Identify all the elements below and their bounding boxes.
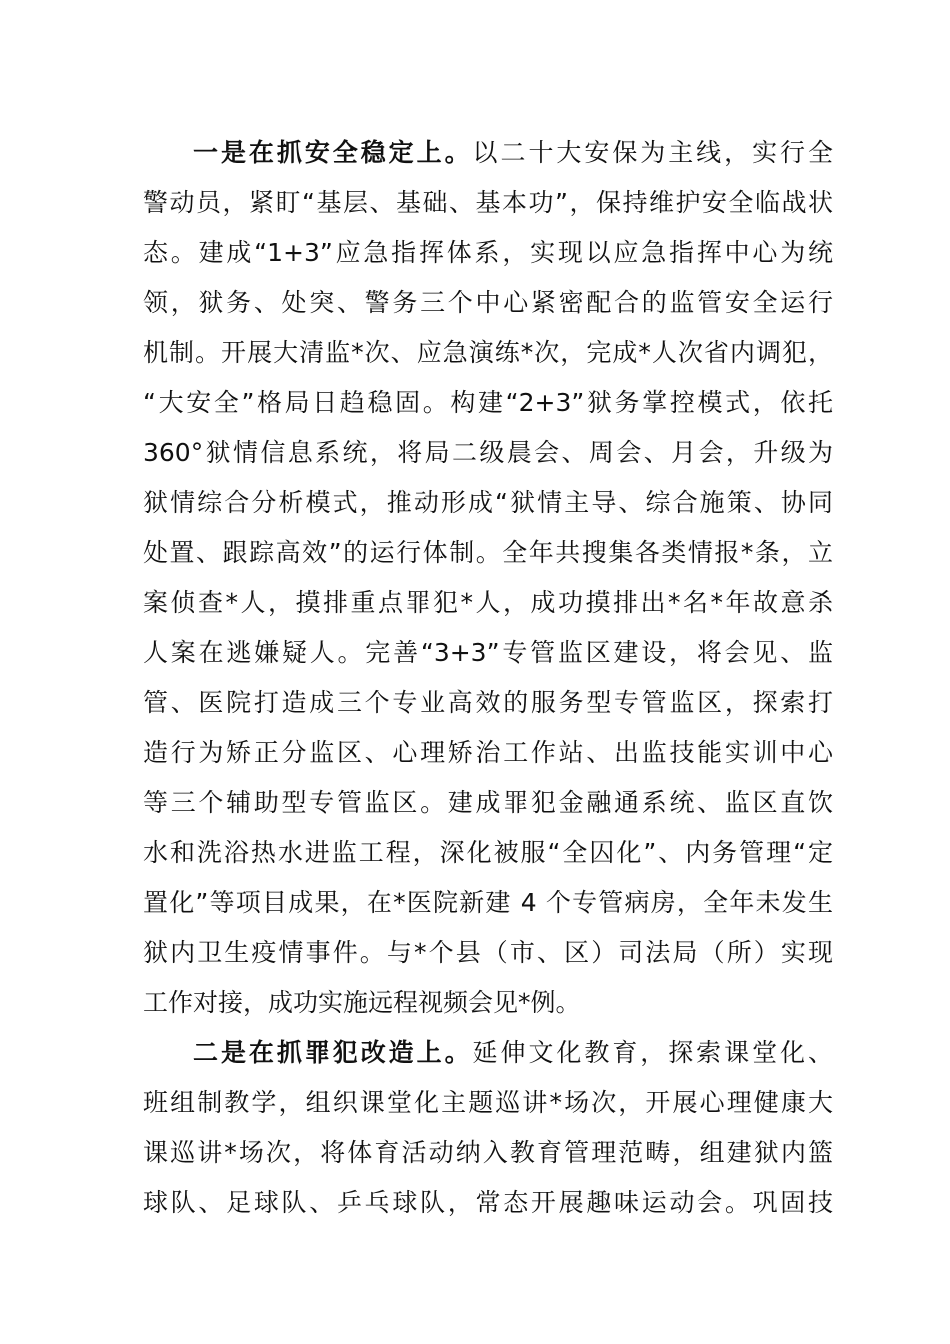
text-line: 态。建成“1+3”应急指挥体系，实现以应急指挥中心为统 bbox=[143, 238, 833, 267]
paragraph-lead: 一是在抓安全稳定上。 bbox=[193, 138, 473, 167]
text-line: 狱内卫生疫情事件。与*个县（市、区）司法局（所）实现 bbox=[143, 938, 833, 967]
paragraph-lead: 二是在抓罪犯改造上。 bbox=[193, 1038, 473, 1067]
text-line: 管、医院打造成三个专业高效的服务型专管监区，探索打 bbox=[143, 688, 833, 717]
document-body bbox=[143, 128, 833, 1228]
text-line: 处置、跟踪高效”的运行体制。全年共搜集各类情报*条，立 bbox=[143, 538, 833, 567]
text-line: 人案在逃嫌疑人。完善“3+3”专管监区建设，将会见、监 bbox=[143, 638, 833, 667]
text-line: 狱情综合分析模式，推动形成“狱情主导、综合施策、协同 bbox=[143, 488, 833, 517]
text-line: 球队、足球队、乒乓球队，常态开展趣味运动会。巩固技 bbox=[143, 1188, 833, 1217]
text-line: 等三个辅助型专管监区。建成罪犯金融通系统、监区直饮 bbox=[143, 788, 833, 817]
text-line: 工作对接，成功实施远程视频会见*例。 bbox=[143, 988, 581, 1017]
text-line: 警动员，紧盯“基层、基础、基本功”，保持维护安全临战状 bbox=[143, 188, 833, 217]
text-line: 案侦查*人，摸排重点罪犯*人，成功摸排出*名*年故意杀 bbox=[143, 588, 833, 617]
text-line: 二是在抓罪犯改造上。延伸文化教育，探索课堂化、 bbox=[193, 1038, 833, 1067]
paragraph-reform bbox=[143, 1028, 833, 1228]
text-line: “大安全”格局日趋稳固。构建“2+3”狱务掌控模式，依托 bbox=[143, 388, 833, 417]
text-line: 机制。开展大清监*次、应急演练*次，完成*人次省内调犯， bbox=[143, 338, 833, 367]
text-line: 360°狱情信息系统，将局二级晨会、周会、月会，升级为 bbox=[143, 438, 833, 467]
text-line: 造行为矫正分监区、心理矫治工作站、出监技能实训中心 bbox=[143, 738, 833, 767]
paragraph-safety bbox=[143, 128, 833, 1028]
text-line: 水和洗浴热水进监工程，深化被服“全囚化”、内务管理“定 bbox=[143, 838, 833, 867]
text-line: 一是在抓安全稳定上。以二十大安保为主线，实行全 bbox=[193, 138, 833, 167]
text-line: 班组制教学，组织课堂化主题巡讲*场次，开展心理健康大 bbox=[143, 1088, 833, 1117]
text-line: 置化”等项目成果，在*医院新建 4 个专管病房，全年未发生 bbox=[143, 888, 833, 917]
text-line: 领，狱务、处突、警务三个中心紧密配合的监管安全运行 bbox=[143, 288, 833, 317]
text-line: 课巡讲*场次，将体育活动纳入教育管理范畴，组建狱内篮 bbox=[143, 1138, 833, 1167]
